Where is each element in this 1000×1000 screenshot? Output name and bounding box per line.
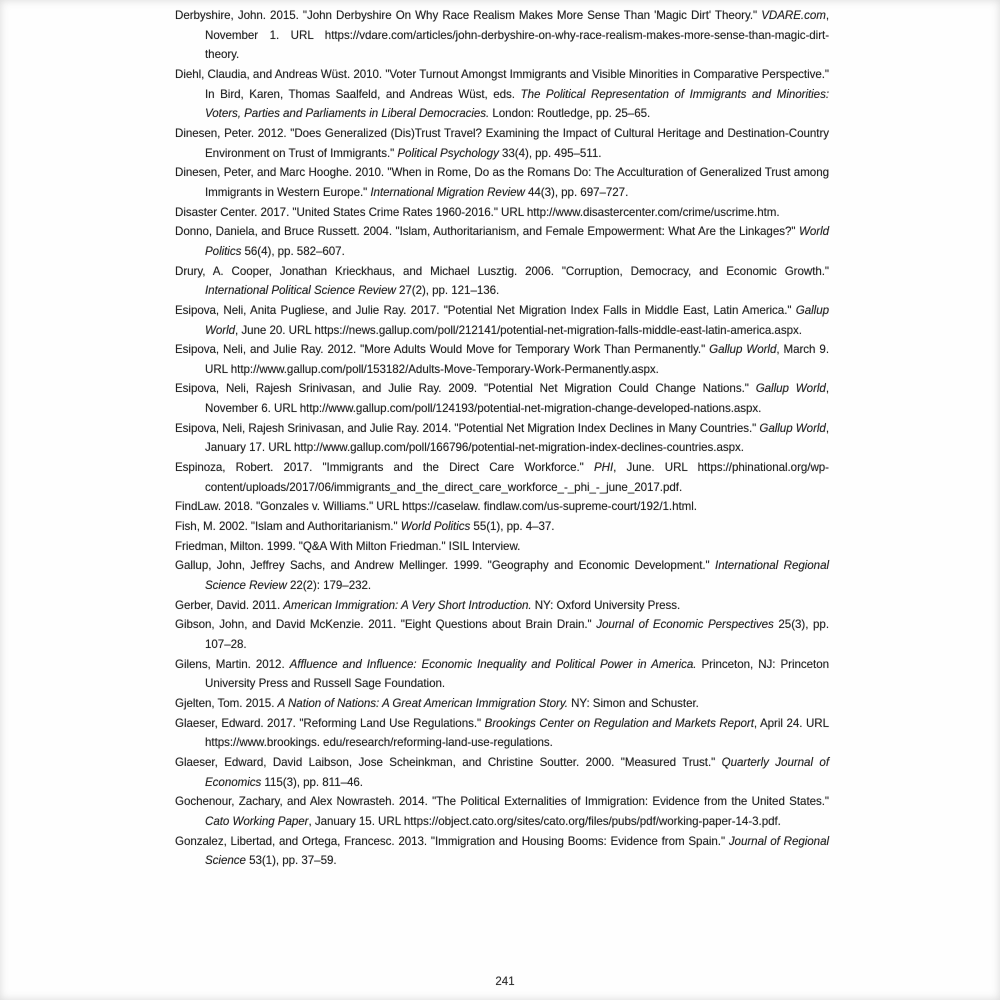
reference-text: NY: Oxford University Press. — [531, 598, 681, 612]
reference-entry — [175, 694, 829, 714]
reference-text: , March 9. URL http://www.gallup.com/poll/153182/Adults-Move-Temporary-Work-Permanently.aspx. — [205, 343, 829, 376]
reference-entry — [175, 497, 829, 517]
reference-text: 33(4), pp. 495–511. — [498, 146, 602, 160]
reference-title-italic: Gallup World — [755, 382, 826, 396]
reference-text: , November 1. URL https://vdare.com/articles/john-derbyshire-on-why-race-realism-makes-more-sense-than-magic-dirt-theory. — [205, 9, 829, 62]
reference-text: Gonzalez, Libertad, and Ortega, Francesc. 2013. "Immigration and Housing Booms: Evidence from Spain." — [175, 834, 729, 848]
reference-entry — [175, 615, 829, 654]
reference-text: , January 15. URL https://object.cato.org/sites/cato.org/files/pubs/pdf/working-paper-14-3.pdf. — [308, 814, 781, 828]
reference-entry — [175, 203, 829, 223]
reference-text: Gilens, Martin. 2012. — [175, 657, 290, 671]
reference-text: Esipova, Neli, Anita Pugliese, and Julie Ray. 2017. "Potential Net Migration Index Falls in Middle East, Latin America." — [175, 303, 796, 317]
reference-title-italic: Gallup World — [205, 303, 829, 337]
reference-entry — [175, 379, 829, 418]
reference-text: London: Routledge, pp. 25–65. — [489, 107, 651, 121]
reference-text: Fish, M. 2002. "Islam and Authoritarianism." — [175, 520, 401, 534]
reference-text: FindLaw. 2018. "Gonzales v. Williams." URL https://caselaw. findlaw.com/us-supreme-court/192/1.html. — [175, 500, 697, 514]
reference-entry — [175, 301, 829, 340]
reference-title-italic: Political Psychology — [397, 146, 499, 160]
reference-text: 25(3), pp. 107–28. — [205, 618, 830, 651]
reference-text: 53(1), pp. 37–59. — [245, 854, 337, 868]
reference-text: Gerber, David. 2011. — [175, 598, 284, 612]
reference-text: Drury, A. Cooper, Jonathan Krieckhaus, and Michael Lusztig. 2006. "Corruption, Democracy, and Economic Growth." — [175, 264, 829, 278]
reference-title-italic: World Politics — [205, 225, 829, 258]
reference-title-italic: Gallup World — [759, 421, 826, 435]
reference-title-italic: International Political Science Review — [205, 284, 396, 298]
reference-text: , June 20. URL https://news.gallup.com/poll/212141/potential-net-migration-falls-middle-east-latin-america.aspx. — [235, 323, 802, 337]
reference-entry — [175, 832, 829, 871]
reference-text: , November 6. URL http://www.gallup.com/poll/124193/potential-net-migration-change-developed-nations.aspx. — [205, 382, 829, 416]
reference-entry — [175, 124, 829, 163]
reference-title-italic: Affluence and Influence: Economic Inequality and Political Power in America. — [289, 657, 697, 671]
reference-text: Donno, Daniela, and Bruce Russett. 2004. "Islam, Authoritarianism, and Female Empowerment: What Are the Linkages?" — [175, 225, 799, 239]
reference-text: , June. URL https://phinational.org/wp-content/uploads/2017/06/immigrants_and_the_direct_care_workforce_-_phi_-_june_2017.pdf. — [205, 461, 829, 494]
reference-text: NY: Simon and Schuster. — [567, 696, 699, 710]
reference-text: Dinesen, Peter, and Marc Hooghe. 2010. "When in Rome, Do as the Romans Do: The Acculturation of Generalized Trust among Immigrants in Western Europe." — [175, 166, 829, 199]
reference-entry — [175, 419, 829, 458]
reference-text: Princeton, NJ: Princeton University Press and Russell Sage Foundation. — [205, 657, 829, 691]
reference-text: Disaster Center. 2017. "United States Crime Rates 1960-2016." URL http://www.disastercenter.com/crime/uscrime.htm. — [175, 205, 780, 219]
reference-text: Esipova, Neli, and Julie Ray. 2012. "More Adults Would Move for Temporary Work Than Permanently." — [175, 343, 710, 357]
reference-title-italic: The Political Representation of Immigrants and Minorities: Voters, Parties and Parliaments in Liberal Democracies. — [205, 87, 829, 121]
reference-title-italic: Brookings Center on Regulation and Markets Report — [484, 716, 754, 730]
reference-entry — [175, 6, 829, 65]
reference-entry — [175, 65, 829, 124]
reference-text: 55(1), pp. 4–37. — [470, 520, 555, 534]
reference-title-italic: International Regional Science Review — [205, 559, 829, 593]
reference-text: Gibson, John, and David McKenzie. 2011. "Eight Questions about Brain Drain." — [175, 618, 597, 632]
reference-text: Dinesen, Peter. 2012. "Does Generalized (Dis)Trust Travel? Examining the Impact of Cultural Heritage and Destination-Country Environment on Trust of Immigrants." — [175, 126, 829, 160]
reference-title-italic: World Politics — [400, 520, 471, 534]
reference-title-italic: Quarterly Journal of Economics — [205, 755, 829, 789]
reference-text: 27(2), pp. 121–136. — [395, 284, 500, 298]
reference-text: , January 17. URL http://www.gallup.com/poll/166796/potential-net-migration-index-declines-countries.aspx. — [205, 421, 829, 455]
reference-title-italic: American Immigration: A Very Short Introduction. — [283, 598, 532, 612]
reference-entry — [175, 792, 829, 831]
reference-text: , April 24. URL https://www.brookings. edu/research/reforming-land-use-regulations. — [205, 716, 830, 750]
reference-entry — [175, 537, 829, 557]
reference-entry — [175, 517, 829, 537]
reference-text: Espinoza, Robert. 2017. "Immigrants and the Direct Care Workforce." — [175, 461, 594, 475]
reference-text: Glaeser, Edward, David Laibson, Jose Scheinkman, and Christine Soutter. 2000. "Measured Trust." — [175, 755, 722, 769]
reference-text: Glaeser, Edward. 2017. "Reforming Land Use Regulations." — [175, 716, 485, 730]
reference-title-italic: Journal of Regional Science — [205, 834, 830, 868]
references-list — [175, 6, 829, 871]
reference-text: 56(4), pp. 582–607. — [241, 244, 345, 258]
reference-text: Diehl, Claudia, and Andreas Wüst. 2010. "Voter Turnout Amongst Immigrants and Visible Minorities in Comparative Perspective." In Bird, Karen, Thomas Saalfeld, and Andreas Wüst, eds. — [175, 67, 829, 101]
reference-text: 44(3), pp. 697–727. — [524, 185, 629, 199]
reference-text: Gallup, John, Jeffrey Sachs, and Andrew Mellinger. 1999. "Geography and Economic Development." — [175, 559, 716, 573]
reference-title-italic: PHI — [593, 461, 614, 475]
reference-entry — [175, 714, 829, 753]
reference-entry — [175, 163, 829, 202]
reference-text: 22(2): 179–232. — [286, 579, 372, 593]
reference-title-italic: International Migration Review — [370, 185, 525, 199]
reference-title-italic: Cato Working Paper — [205, 814, 309, 828]
reference-text: Gjelten, Tom. 2015. — [175, 696, 278, 710]
reference-entry — [175, 556, 829, 595]
reference-text: Gochenour, Zachary, and Alex Nowrasteh. 2014. "The Political Externalities of Immigration: Evidence from the United States." — [175, 795, 829, 809]
reference-entry — [175, 340, 829, 379]
reference-text: Derbyshire, John. 2015. "John Derbyshire On Why Race Realism Makes More Sense Than 'Magic Dirt' Theory." — [175, 9, 762, 22]
reference-entry — [175, 222, 829, 261]
reference-title-italic: A Nation of Nations: A Great American Immigration Story. — [277, 696, 568, 710]
reference-text: 115(3), pp. 811–46. — [261, 775, 363, 789]
reference-entry — [175, 753, 829, 792]
reference-title-italic: Gallup World — [709, 343, 777, 357]
reference-text: Esipova, Neli, Rajesh Srinivasan, and Julie Ray. 2014. "Potential Net Migration Index Declines in Many Countries." — [175, 421, 760, 435]
reference-text: Esipova, Neli, Rajesh Srinivasan, and Julie Ray. 2009. "Potential Net Migration Could Change Nations." — [175, 382, 756, 396]
reference-entry — [175, 458, 829, 497]
reference-title-italic: Journal of Economic Perspectives — [596, 618, 774, 632]
reference-entry — [175, 655, 829, 694]
reference-title-italic: VDARE.com — [761, 9, 826, 22]
reference-entry — [175, 596, 829, 616]
page-number: 241 — [495, 976, 515, 988]
reference-text: Friedman, Milton. 1999. "Q&A With Milton Friedman." ISIL Interview. — [175, 539, 521, 553]
reference-entry — [175, 262, 829, 301]
